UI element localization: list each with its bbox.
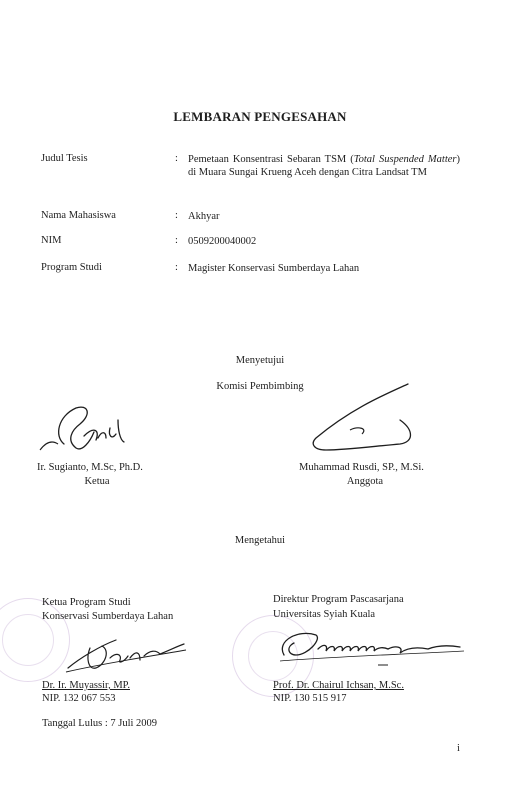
signer-role-anggota: Anggota (346, 476, 384, 487)
signer-name-anggota: Muhammad Rusdi, SP., M.Si. (299, 462, 424, 473)
komisi-label: Komisi Pembimbing (216, 381, 304, 392)
menyetujui-label: Menyetujui (235, 355, 285, 366)
mengetahui-label: Mengetahui (234, 535, 286, 546)
signature-anggota (296, 380, 426, 470)
field-colon: : (175, 262, 178, 273)
kaprodi-title-line1: Ketua Program Studi (42, 597, 131, 608)
field-value-nim: 0509200040002 (188, 236, 257, 247)
direktur-nip: NIP. 130 515 917 (273, 693, 347, 704)
signer-name-ketua: Ir. Sugianto, M.Sc, Ph.D. (37, 462, 143, 473)
direktur-title-line1: Direktur Program Pascasarjana (273, 594, 404, 605)
field-value-prodi: Magister Konservasi Sumberdaya Lahan (188, 263, 360, 274)
field-label-prodi: Program Studi (41, 262, 102, 273)
field-value-nama: Akhyar (188, 211, 220, 222)
field-colon: : (175, 153, 178, 164)
kaprodi-title-line2: Konservasi Sumberdaya Lahan (42, 611, 174, 622)
field-label-nama: Nama Mahasiswa (41, 210, 116, 221)
field-colon: : (175, 210, 178, 221)
tanggal-lulus: Tanggal Lulus : 7 Juli 2009 (42, 718, 158, 729)
page-number: i (457, 743, 460, 754)
kaprodi-name: Dr. Ir. Muyassir, MP. (42, 680, 130, 691)
direktur-title-line2: Universitas Syiah Kuala (273, 609, 376, 620)
field-colon: : (175, 235, 178, 246)
signature-direktur (268, 625, 478, 675)
signature-ketua (36, 396, 156, 466)
direktur-name: Prof. Dr. Chairul Ichsan, M.Sc. (273, 680, 404, 691)
page-title: LEMBARAN PENGESAHAN (173, 109, 347, 124)
signer-role-ketua: Ketua (84, 476, 110, 487)
field-label-nim: NIM (41, 235, 62, 246)
field-label-judul: Judul Tesis (41, 153, 88, 164)
signature-kaprodi (60, 628, 190, 678)
kaprodi-nip: NIP. 132 067 553 (42, 693, 116, 704)
field-value-judul: Pemetaan Konsentrasi Sebaran TSM (Total Suspended Matter) di Muara Sungai Krueng Aceh dengan Citra Landsat TM (188, 154, 460, 178)
